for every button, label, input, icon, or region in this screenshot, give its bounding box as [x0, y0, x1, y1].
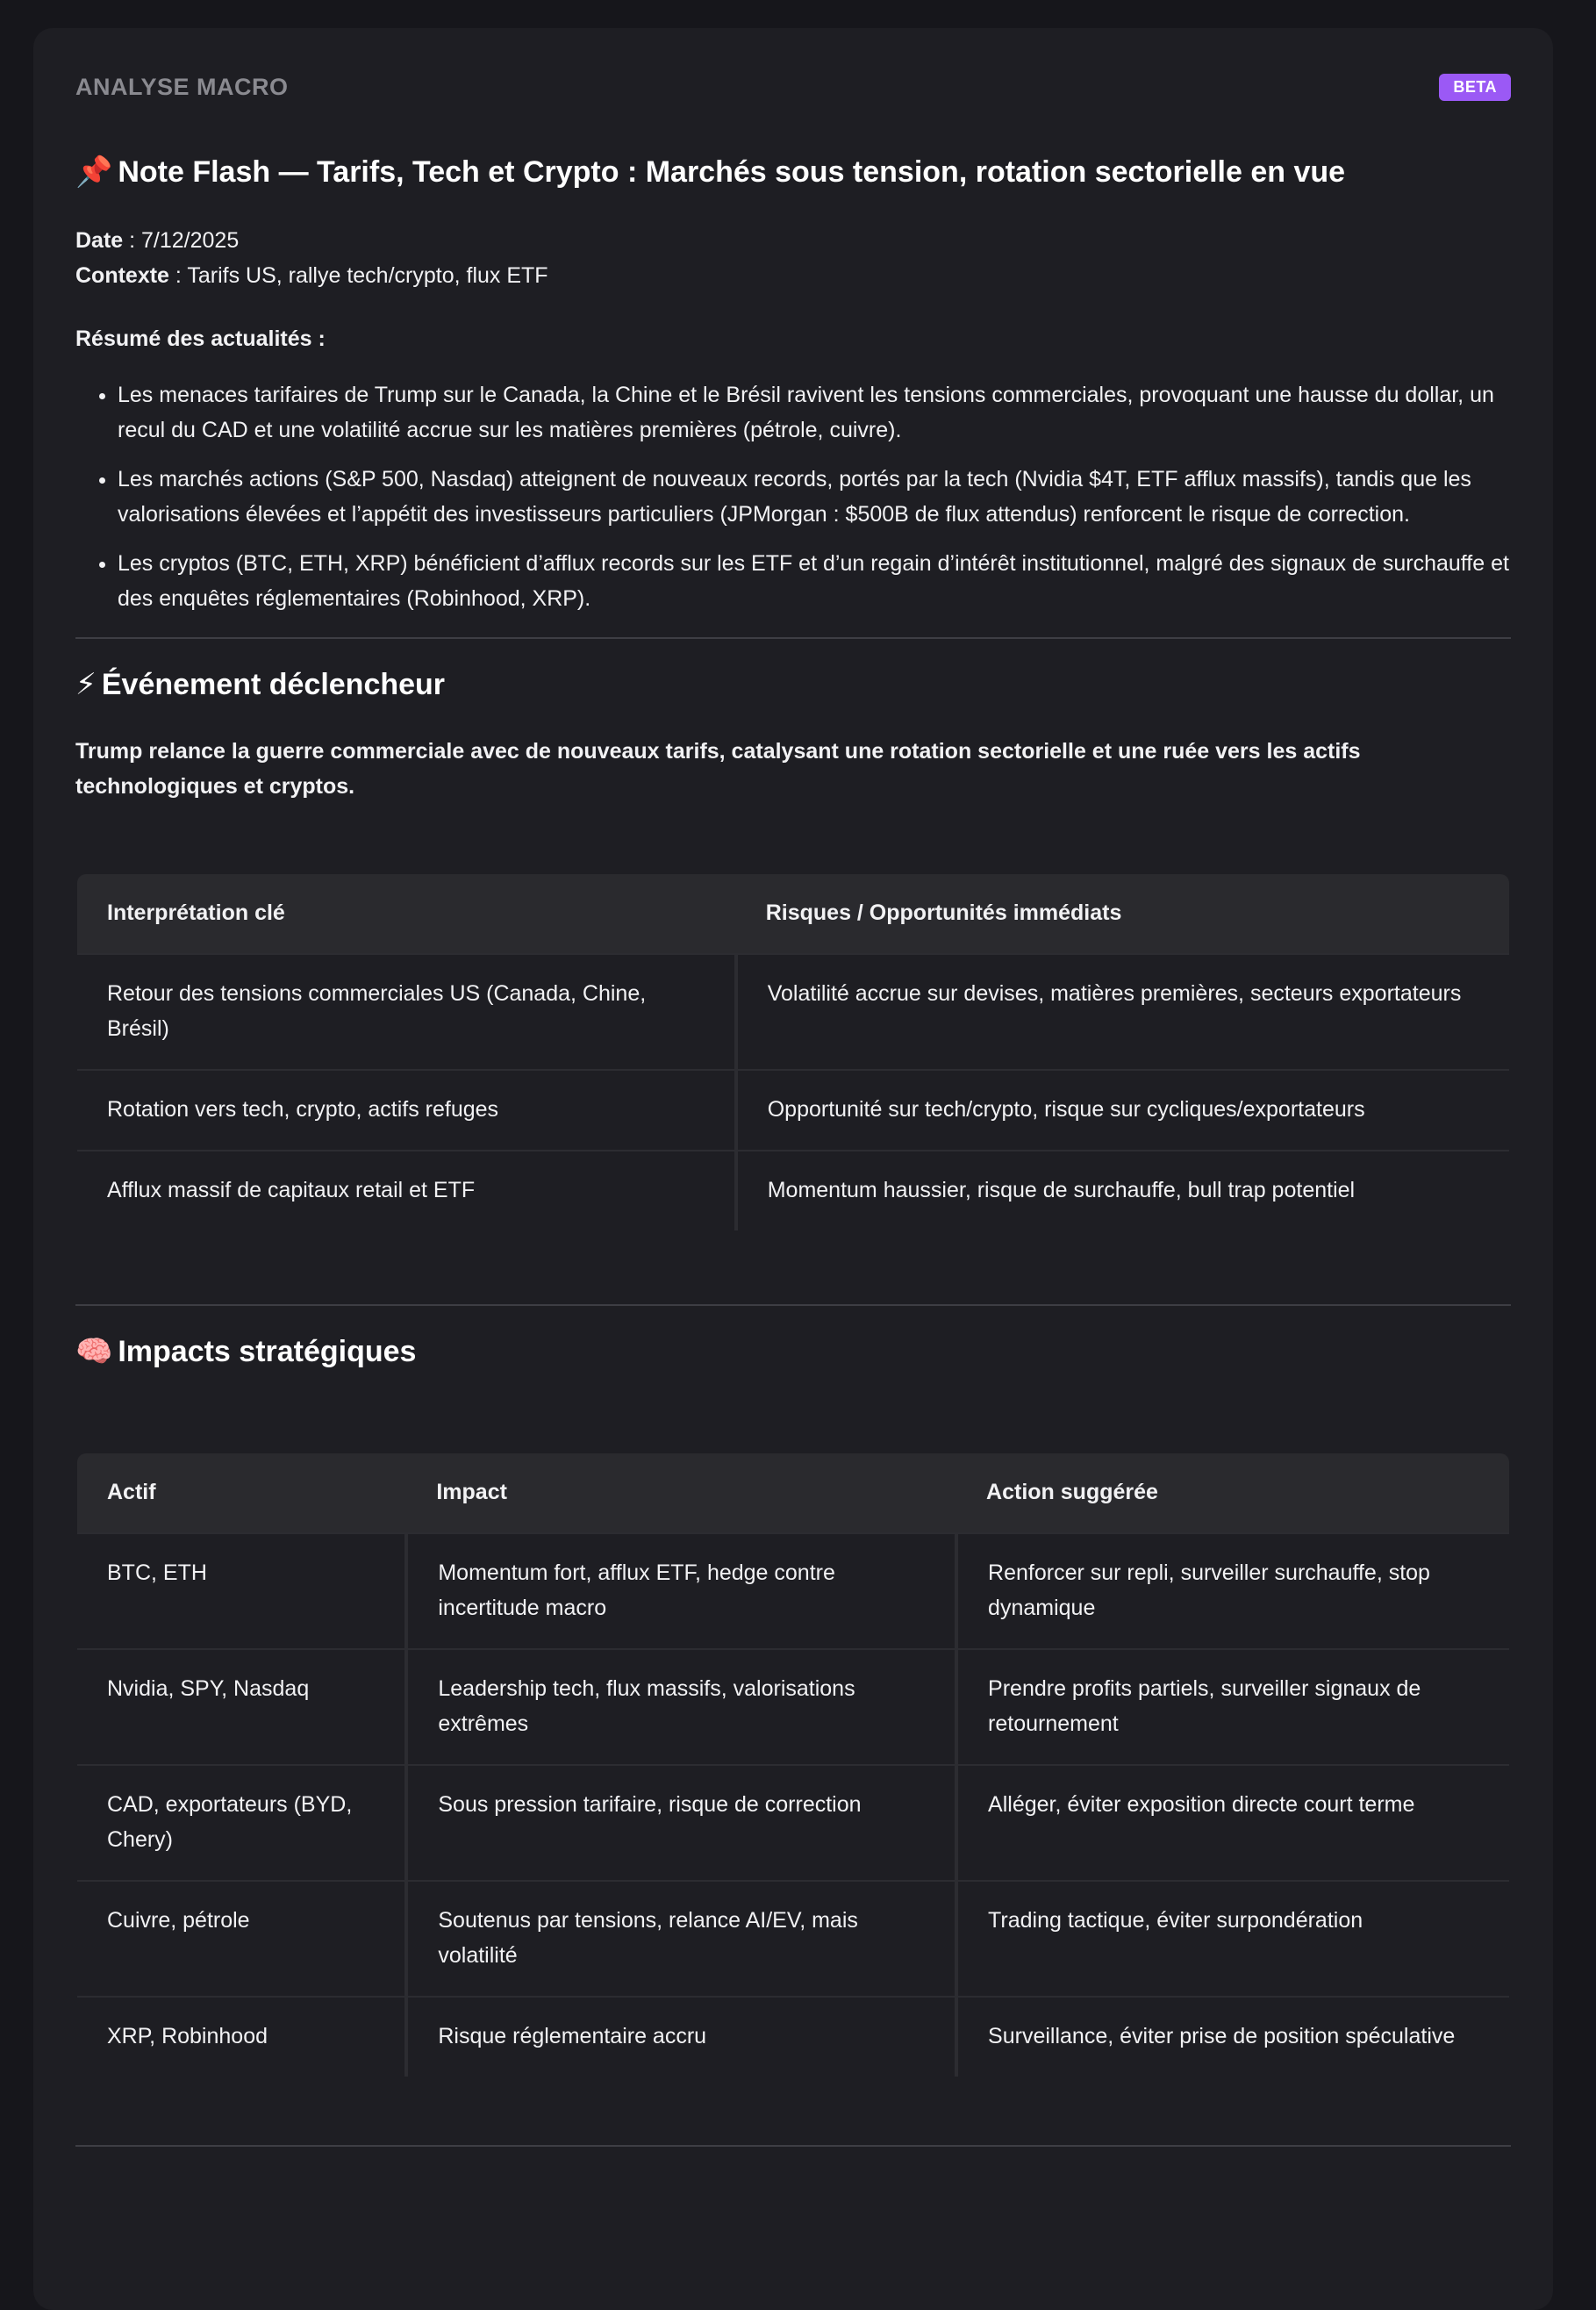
- pushpin-icon: 📌: [75, 154, 113, 190]
- divider: [75, 1304, 1511, 1306]
- list-item: • Les marchés actions (S&P 500, Nasdaq) atteignent de nouveaux records, portés par la tech (Nvidia $4T, ETF afflux massifs), tandis que les valorisations élevées et l’appétit des investisseurs particuliers (JPMorgan : $500B de flux attendus) renforcent le risque de correction.: [118, 462, 1511, 532]
- table-cell: Trading tactique, éviter surpondération: [956, 1881, 1509, 1997]
- context-value: : Tarifs US, rallye tech/crypto, flux ETF: [168, 263, 548, 288]
- table-header-row: [77, 1453, 1509, 1533]
- table-row: [77, 1765, 1509, 1881]
- impacts-table: [77, 1453, 1509, 2077]
- table-cell: Leadership tech, flux massifs, valorisations extrêmes: [406, 1649, 956, 1765]
- table-row: [77, 1070, 1509, 1151]
- list-item: • Les menaces tarifaires de Trump sur le Canada, la Chine et le Brésil ravivent les tensions commerciales, provoquant une hausse du dollar, un recul du CAD et une volatilité accrue sur les matières premières (pétrole, cuivre).: [118, 377, 1511, 448]
- date-value: : 7/12/2025: [123, 228, 240, 253]
- summary-label: Résumé des actualités :: [75, 326, 326, 351]
- impacts-title: Impacts stratégiques: [118, 1335, 417, 1368]
- table-cell: Sous pression tarifaire, risque de correction: [406, 1765, 956, 1881]
- table-cell: Retour des tensions commerciales US (Canada, Chine, Brésil): [77, 954, 736, 1070]
- table-cell: Opportunité sur tech/crypto, risque sur cycliques/exportateurs: [736, 1070, 1509, 1151]
- note-title: [75, 151, 1511, 193]
- table-header-row: [77, 874, 1509, 954]
- impacts-heading: [75, 1331, 1511, 1373]
- note-meta: [75, 223, 1511, 293]
- note-content: [75, 151, 1511, 2171]
- analysis-card: [33, 28, 1553, 2310]
- table-cell: Momentum fort, afflux ETF, hedge contre incertitude macro: [406, 1533, 956, 1649]
- table-cell: CAD, exportateurs (BYD, Chery): [77, 1765, 406, 1881]
- list-item: • Les cryptos (BTC, ETH, XRP) bénéficient d’afflux records sur les ETF et d’un regain d’intérêt institutionnel, malgré des signaux de surchauffe et des enquêtes réglementaires (Robinhood, XRP).: [118, 546, 1511, 616]
- table-cell: Surveillance, éviter prise de position spéculative: [956, 1997, 1509, 2077]
- context-label: Contexte: [75, 263, 169, 288]
- column-header: Interprétation clé: [77, 874, 736, 954]
- date-label: Date: [75, 228, 124, 253]
- section-title: ANALYSE MACRO: [75, 74, 289, 100]
- table-row: [77, 1881, 1509, 1997]
- table-row: [77, 1533, 1509, 1649]
- table-cell: Risque réglementaire accru: [406, 1997, 956, 2077]
- note-title-text: Note Flash — Tarifs, Tech et Crypto : Marchés sous tension, rotation sectorielle en vue: [118, 155, 1346, 189]
- table-cell: Cuivre, pétrole: [77, 1881, 406, 1997]
- beta-badge: BETA: [1439, 74, 1511, 101]
- interpretation-table: [77, 874, 1509, 1230]
- table-cell: Momentum haussier, risque de surchauffe, bull trap potentiel: [736, 1151, 1509, 1230]
- table-cell: Alléger, éviter exposition directe court terme: [956, 1765, 1509, 1881]
- summary-list: [75, 377, 1511, 616]
- table-cell: Volatilité accrue sur devises, matières premières, secteurs exportateurs: [736, 954, 1509, 1070]
- lightning-icon: ⚡: [75, 667, 97, 702]
- context-line: [75, 258, 1511, 293]
- trigger-heading: [75, 664, 1511, 706]
- table-cell: Afflux massif de capitaux retail et ETF: [77, 1151, 736, 1230]
- table-row: [77, 1151, 1509, 1230]
- date-line: [75, 223, 1511, 258]
- column-header: Risques / Opportunités immédiats: [736, 874, 1509, 954]
- table-row: [77, 1997, 1509, 2077]
- table-cell: Renforcer sur repli, surveiller surchauffe, stop dynamique: [956, 1533, 1509, 1649]
- divider: [75, 2145, 1511, 2147]
- column-header: Action suggérée: [956, 1453, 1509, 1533]
- trigger-title: Événement déclencheur: [101, 668, 446, 701]
- table-row: [77, 1649, 1509, 1765]
- table-cell: Rotation vers tech, crypto, actifs refuges: [77, 1070, 736, 1151]
- table-cell: Prendre profits partiels, surveiller signaux de retournement: [956, 1649, 1509, 1765]
- column-header: Actif: [77, 1453, 406, 1533]
- table-cell: XRP, Robinhood: [77, 1997, 406, 2077]
- table-row: [77, 954, 1509, 1070]
- brain-icon: 🧠: [75, 1334, 113, 1369]
- table-cell: Soutenus par tensions, relance AI/EV, mais volatilité: [406, 1881, 956, 1997]
- table-cell: BTC, ETH: [77, 1533, 406, 1649]
- column-header: Impact: [406, 1453, 956, 1533]
- trigger-lead: Trump relance la guerre commerciale avec de nouveaux tarifs, catalysant une rotation sectorielle et une ruée vers les actifs technologiques et cryptos.: [75, 739, 1361, 799]
- table-cell: Nvidia, SPY, Nasdaq: [77, 1649, 406, 1765]
- divider: [75, 637, 1511, 639]
